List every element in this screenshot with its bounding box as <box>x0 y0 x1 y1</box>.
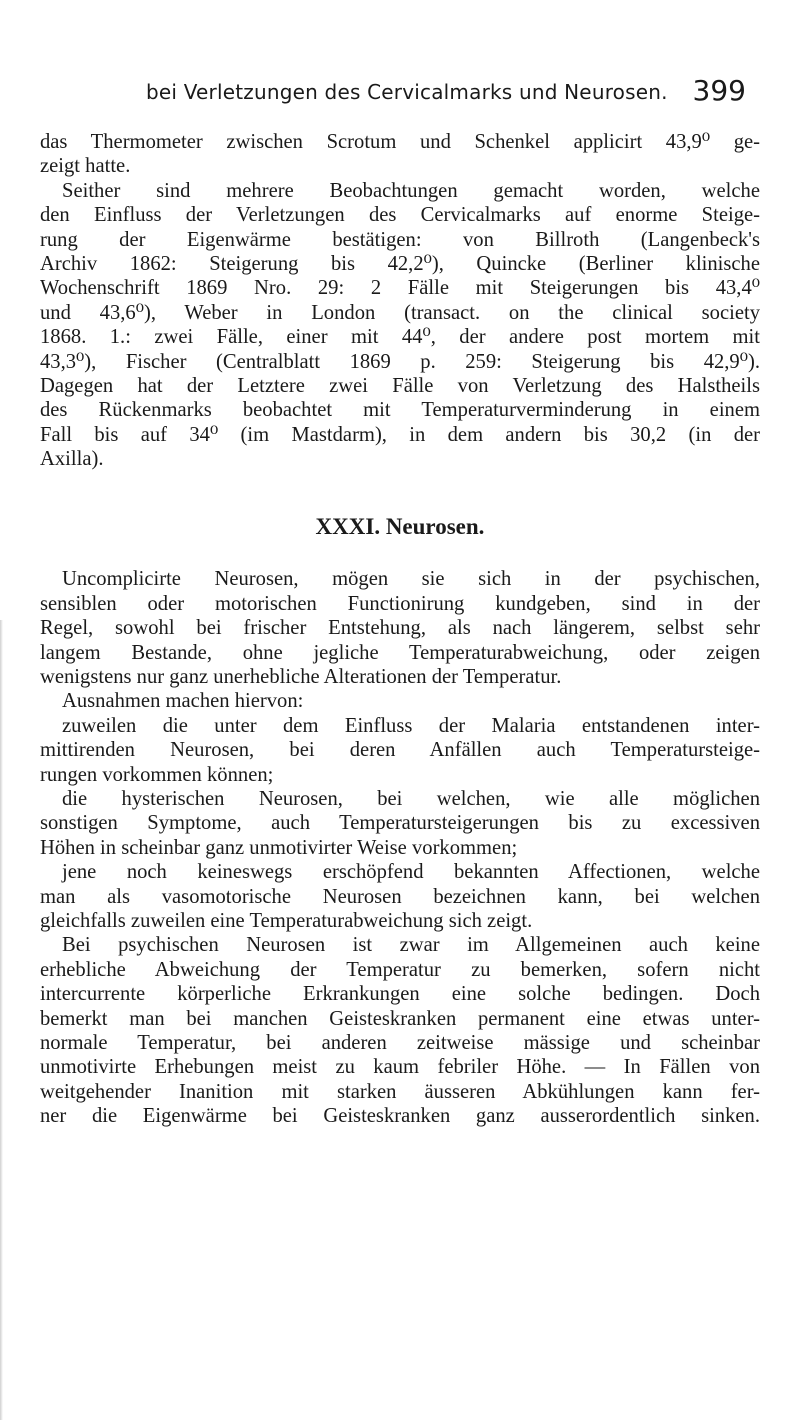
text-line: Axilla). <box>40 448 104 471</box>
text-line: sensiblen oder motorischen Functionirung kundgeben, sind in der <box>40 592 760 615</box>
page-header <box>146 76 746 116</box>
page-edge-shadow <box>0 620 3 1420</box>
text-line: Seither sind mehrere Beobachtungen gemacht worden, welche <box>62 179 760 202</box>
paragraph-1 <box>40 130 760 179</box>
text-line: und 43,6⁰), Weber in London (transact. on the clinical society <box>40 301 760 324</box>
text-line: Uncomplicirte Neurosen, mögen sie sich in der psychischen, <box>62 568 760 591</box>
text-line: Höhen in scheinbar ganz unmotivirter Weise vorkommen; <box>40 836 518 859</box>
text-line: 1868. 1.: zwei Fälle, einer mit 44⁰, der andere post mortem mit <box>40 326 760 349</box>
text-line: unmotivirte Erhebungen meist zu kaum febriler Höhe. — In Fällen von <box>40 1056 760 1079</box>
text-line: den Einfluss der Verletzungen des Cervicalmarks auf enorme Steige- <box>40 204 760 227</box>
text-line: des Rückenmarks beobachtet mit Temperaturverminderung in einem <box>40 399 760 422</box>
text-line: langem Bestande, ohne jegliche Temperaturabweichung, oder zeigen <box>40 641 760 664</box>
paragraph-2 <box>40 179 760 472</box>
text-line: erhebliche Abweichung der Temperatur zu bemerken, sofern nicht <box>40 958 760 981</box>
text-line: Regel, sowohl bei frischer Entstehung, als nach längerem, selbst sehr <box>40 617 760 640</box>
text-line: die hysterischen Neurosen, bei welchen, wie alle möglichen <box>62 787 760 810</box>
text-line: Dagegen hat der Letztere zwei Fälle von Verletzung des Halstheils <box>40 374 760 397</box>
text-line: normale Temperatur, bei anderen zeitweise mässige und scheinbar <box>40 1031 760 1054</box>
running-head: bei Verletzungen des Cervicalmarks und Neurosen. <box>146 80 668 104</box>
page-number: 399 <box>692 74 746 107</box>
text-line: rung der Eigenwärme bestätigen: von Billroth (Langenbeck's <box>40 228 760 251</box>
text-line: wenigstens nur ganz unerhebliche Alterationen der Temperatur. <box>40 666 562 689</box>
text-line: mittirenden Neurosen, bei deren Anfällen auch Temperatursteige- <box>40 739 760 762</box>
text-line: gleichfalls zuweilen eine Temperaturabweichung sich zeigt. <box>40 909 533 932</box>
text-line: Ausnahmen machen hiervon: <box>62 690 304 713</box>
text-line: Fall bis auf 34⁰ (im Mastdarm), in dem andern bis 30,2 (in der <box>40 423 760 446</box>
paragraph-7 <box>40 860 760 933</box>
paragraph-5 <box>40 714 760 787</box>
text-line: weitgehender Inanition mit starken äusseren Abkühlungen kann fer- <box>40 1080 760 1103</box>
text-line: bemerkt man bei manchen Geisteskranken permanent eine etwas unter- <box>40 1007 760 1030</box>
text-line: man als vasomotorische Neurosen bezeichnen kann, bei welchen <box>40 885 760 908</box>
text-line: sonstigen Symptome, auch Temperatursteigerungen bis zu excessiven <box>40 812 760 835</box>
paragraph-8 <box>40 933 760 1128</box>
text-line: das Thermometer zwischen Scrotum und Schenkel applicirt 43,9⁰ ge- <box>40 131 760 153</box>
text-line: Wochenschrift 1869 Nro. 29: 2 Fälle mit Steigerungen bis 43,4⁰ <box>40 277 760 300</box>
text-line: rungen vorkommen können; <box>40 763 274 786</box>
text-line: zuweilen die unter dem Einfluss der Malaria entstandenen inter- <box>62 714 760 737</box>
text-line: jene noch keineswegs erschöpfend bekannten Affectionen, welche <box>62 861 760 884</box>
text-line: intercurrente körperliche Erkrankungen eine solche bedingen. Doch <box>40 983 760 1006</box>
text-line: ner die Eigenwärme bei Geisteskranken ganz ausserordentlich sinken. <box>40 1105 760 1128</box>
body-text <box>40 130 760 1128</box>
text-line: 43,3⁰), Fischer (Centralblatt 1869 p. 259: Steigerung bis 42,9⁰). <box>40 350 760 373</box>
text-line: zeigt hatte. <box>40 155 131 178</box>
paragraph-6 <box>40 787 760 860</box>
text-line: Bei psychischen Neurosen ist zwar im Allgemeinen auch keine <box>62 934 760 957</box>
text-line: Archiv 1862: Steigerung bis 42,2⁰), Quincke (Berliner klinische <box>40 252 760 275</box>
paragraph-3 <box>40 567 760 689</box>
section-heading: XXXI. Neurosen. <box>315 514 485 540</box>
paragraph-4 <box>40 689 760 713</box>
